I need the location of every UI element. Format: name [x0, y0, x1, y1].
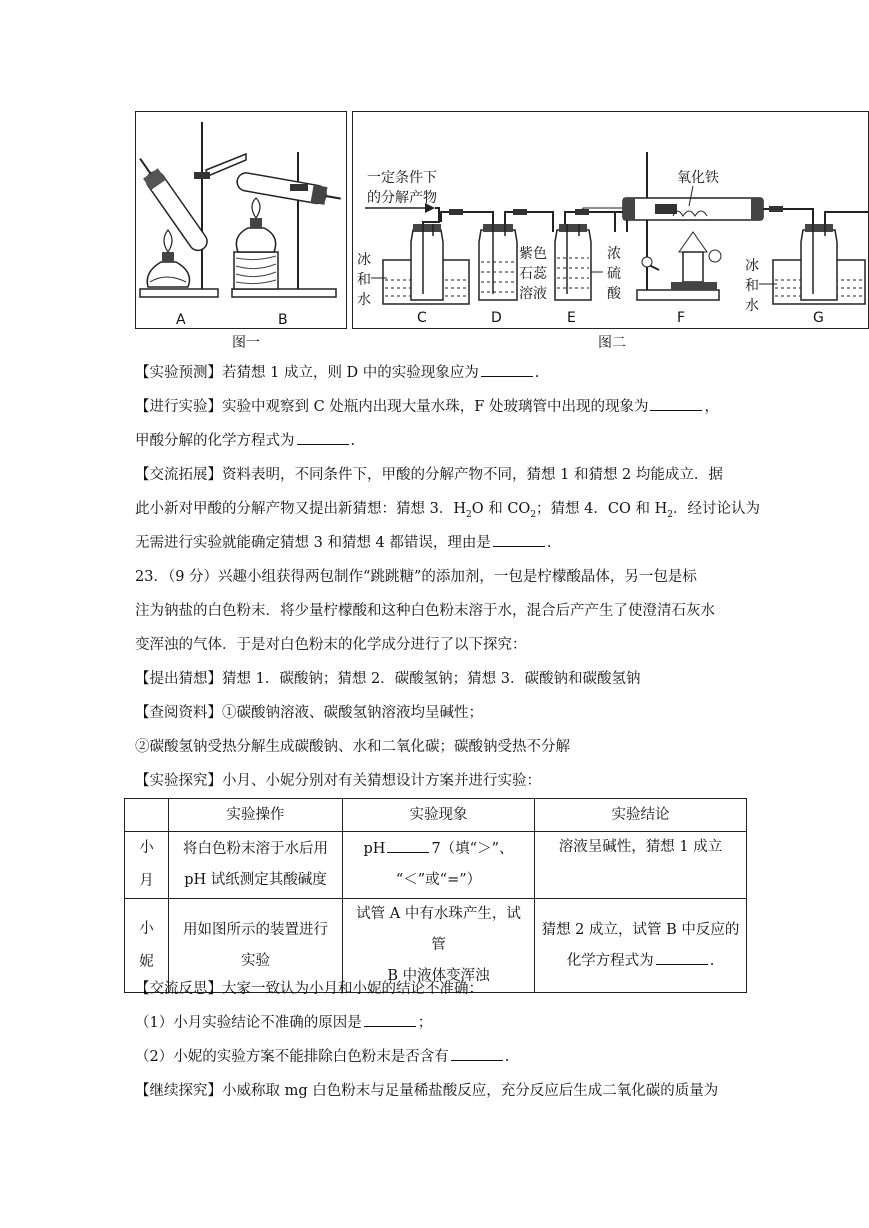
subscript: 2 [530, 509, 537, 520]
table-header-cell: 实验结论 [535, 799, 747, 832]
figure-1-caption: 图一 [232, 335, 260, 351]
cell-text: 妮 [139, 953, 154, 970]
table-header-cell [125, 799, 169, 832]
figure-2-label-e: E [567, 310, 576, 326]
cell-text: 将白色粉末溶于水后用 [183, 841, 328, 857]
figure-1-label-b: B [278, 312, 288, 328]
text-seg: 此小新对甲酸的分解产物又提出新猜想：猜想 3．H [135, 501, 466, 517]
table-cell-conclusion [535, 832, 747, 899]
figure-1-label-a: A [176, 312, 186, 328]
answer-blank[interactable] [297, 430, 349, 445]
para-extension-2 [135, 498, 760, 526]
para-equation-end: . [350, 433, 356, 449]
cell-text: 用如图所示的装置进行 [183, 921, 328, 938]
table-row [125, 832, 747, 899]
cell-text: 小 [139, 840, 154, 856]
para-extension-3-text: 无需进行实验就能确定猜想 3 和猜想 4 都错误，理由是 [135, 535, 491, 551]
para-reflection: 【交流反思】大家一致认为小月和小妮的结论不准确： [135, 981, 483, 997]
cell-text: 7（填“＞”、 [431, 841, 514, 857]
figure-2-ice-water-left-2: 和 [357, 272, 371, 288]
figure-2-label-d: D [491, 310, 502, 326]
figure-2-ice-water-right-2: 和 [745, 278, 759, 294]
answer-blank[interactable] [364, 1012, 416, 1027]
cell-text: 试管 A 中有水珠产生，试管 [356, 906, 521, 953]
para-extension-3-end: . [546, 535, 552, 551]
para-reflection-2-end: . [504, 1049, 510, 1065]
answer-blank[interactable] [493, 532, 545, 547]
table-header-row [125, 799, 747, 832]
table-header-cell: 实验现象 [343, 799, 535, 832]
para-experiment [135, 396, 719, 418]
figure-2-inlet-text-1: 一定条件下 [367, 170, 437, 186]
para-references-2: ②碳酸氢钠受热分解生成碳酸钠、水和二氧化碳；碳酸钠受热不分解 [135, 739, 570, 755]
figure-1-drawing [136, 112, 346, 328]
para-exploration: 【实验探究】小月、小妮分别对有关猜想设计方案并进行实验： [135, 773, 541, 789]
subscript: 2 [667, 509, 673, 520]
table-header-cell: 实验操作 [169, 799, 343, 832]
text-seg: ；猜想 4．CO 和 H [536, 501, 668, 517]
para-continue: 【继续探究】小威称取 mg 白色粉末与足量稀盐酸反应，充分反应后生成二氧化碳的质量为 [135, 1083, 719, 1099]
question-23-line-1: 23．（9 分）兴趣小组获得两包制作“跳跳糖”的添加剂，一包是柠檬酸晶体，另一包是标 [135, 569, 697, 585]
answer-blank[interactable] [481, 362, 533, 377]
para-references-1: 【查阅资料】①碳酸钠溶液、碳酸氢钠溶液均呈碱性； [135, 705, 483, 721]
figure-2-label-g: G [813, 310, 824, 326]
para-equation [135, 430, 355, 452]
para-experiment-text: 【进行实验】实验中观察到 C 处瓶内出现大量水珠，F 处玻璃管中出现的现象为 [135, 399, 649, 415]
figure-2-sulfuric-2: 硫 [607, 266, 621, 282]
cell-text: pH 试纸测定其酸碱度 [184, 872, 327, 888]
cell-text: 猜想 2 成立，试管 B 中反应的 [541, 921, 740, 938]
question-23-line-2: 注为钠盐的白色粉末．将少量柠檬酸和这种白色粉末溶于水，混合后产产生了使澄清石灰水 [135, 603, 715, 619]
experiment-table [124, 798, 747, 993]
cell-text: 溶液呈碱性，猜想 1 成立 [558, 839, 723, 855]
question-23-line-3: 变浑浊的气体．于是对白色粉末的化学成分进行了以下探究： [135, 637, 527, 653]
text-seg: O 和 CO [471, 501, 531, 517]
figure-2-sulfuric-3: 酸 [607, 286, 621, 302]
para-reflection-2-text: （2）小妮的实验方案不能排除白色粉末是否含有 [135, 1049, 449, 1065]
figure-2-inlet-text-2: 的分解产物 [367, 190, 437, 206]
cell-text: 月 [139, 873, 154, 889]
para-reflection-2 [135, 1046, 509, 1068]
para-prediction-end: . [534, 365, 540, 381]
figure-2-label-f: F [677, 310, 686, 326]
cell-text: 化学方程式为 [566, 952, 654, 969]
cell-text: 小 [139, 920, 154, 937]
cell-text: B 中液体变浑浊 [387, 968, 490, 984]
figure-2-litmus-1: 紫色 [519, 246, 547, 262]
figure-2-caption: 图二 [598, 335, 626, 351]
figure-2-litmus-2: 石蕊 [519, 266, 547, 282]
figure-2-ice-water-left-3: 水 [357, 292, 371, 308]
para-reflection-1 [135, 1012, 432, 1034]
cell-text: “＜”或“=”） [395, 872, 482, 888]
para-equation-text: 甲酸分解的化学方程式为 [135, 433, 295, 449]
para-prediction-text: 【实验预测】若猜想 1 成立，则 D 中的实验现象应为 [135, 365, 479, 381]
para-extension-1: 【交流拓展】资料表明，不同条件下，甲酸的分解产物不同，猜想 1 和猜想 2 均能成立．据 [135, 467, 723, 483]
figure-2-sulfuric-1: 浓 [607, 246, 621, 262]
figure-1-apparatus [135, 111, 347, 329]
cell-text: . [709, 952, 715, 969]
subscript: 2 [465, 509, 472, 520]
answer-blank[interactable] [656, 950, 708, 965]
figure-2-drawing [353, 112, 868, 328]
text-seg: ．经讨论认为 [672, 501, 760, 517]
figure-2-litmus-3: 溶液 [519, 286, 547, 302]
cell-text: pH [363, 841, 386, 857]
figure-2-iron-oxide: 氧化铁 [677, 170, 719, 186]
table-cell-person [125, 832, 169, 899]
cell-text: 实验 [241, 952, 270, 969]
figure-2-ice-water-right-3: 水 [745, 298, 759, 314]
para-experiment-end: ， [704, 399, 719, 415]
table-cell-conclusion [535, 899, 747, 993]
para-prediction [135, 362, 539, 384]
para-hypotheses: 【提出猜想】猜想 1．碳酸钠；猜想 2．碳酸氢钠；猜想 3．碳酸钠和碳酸氢钠 [135, 671, 641, 687]
figure-2-ice-water-right-1: 冰 [745, 258, 759, 274]
answer-blank[interactable] [451, 1046, 503, 1061]
answer-blank[interactable] [387, 838, 429, 853]
para-reflection-1-text: （1）小月实验结论不准确的原因是 [135, 1015, 362, 1031]
figure-2-label-c: C [417, 310, 427, 326]
answer-blank[interactable] [650, 396, 702, 411]
figure-2-apparatus [352, 111, 869, 329]
table-cell-operation [169, 832, 343, 899]
figure-2-ice-water-left-1: 冰 [357, 252, 371, 268]
table-cell-phenomenon [343, 832, 535, 899]
para-extension-3 [135, 532, 552, 554]
para-reflection-1-end: ； [417, 1015, 433, 1031]
